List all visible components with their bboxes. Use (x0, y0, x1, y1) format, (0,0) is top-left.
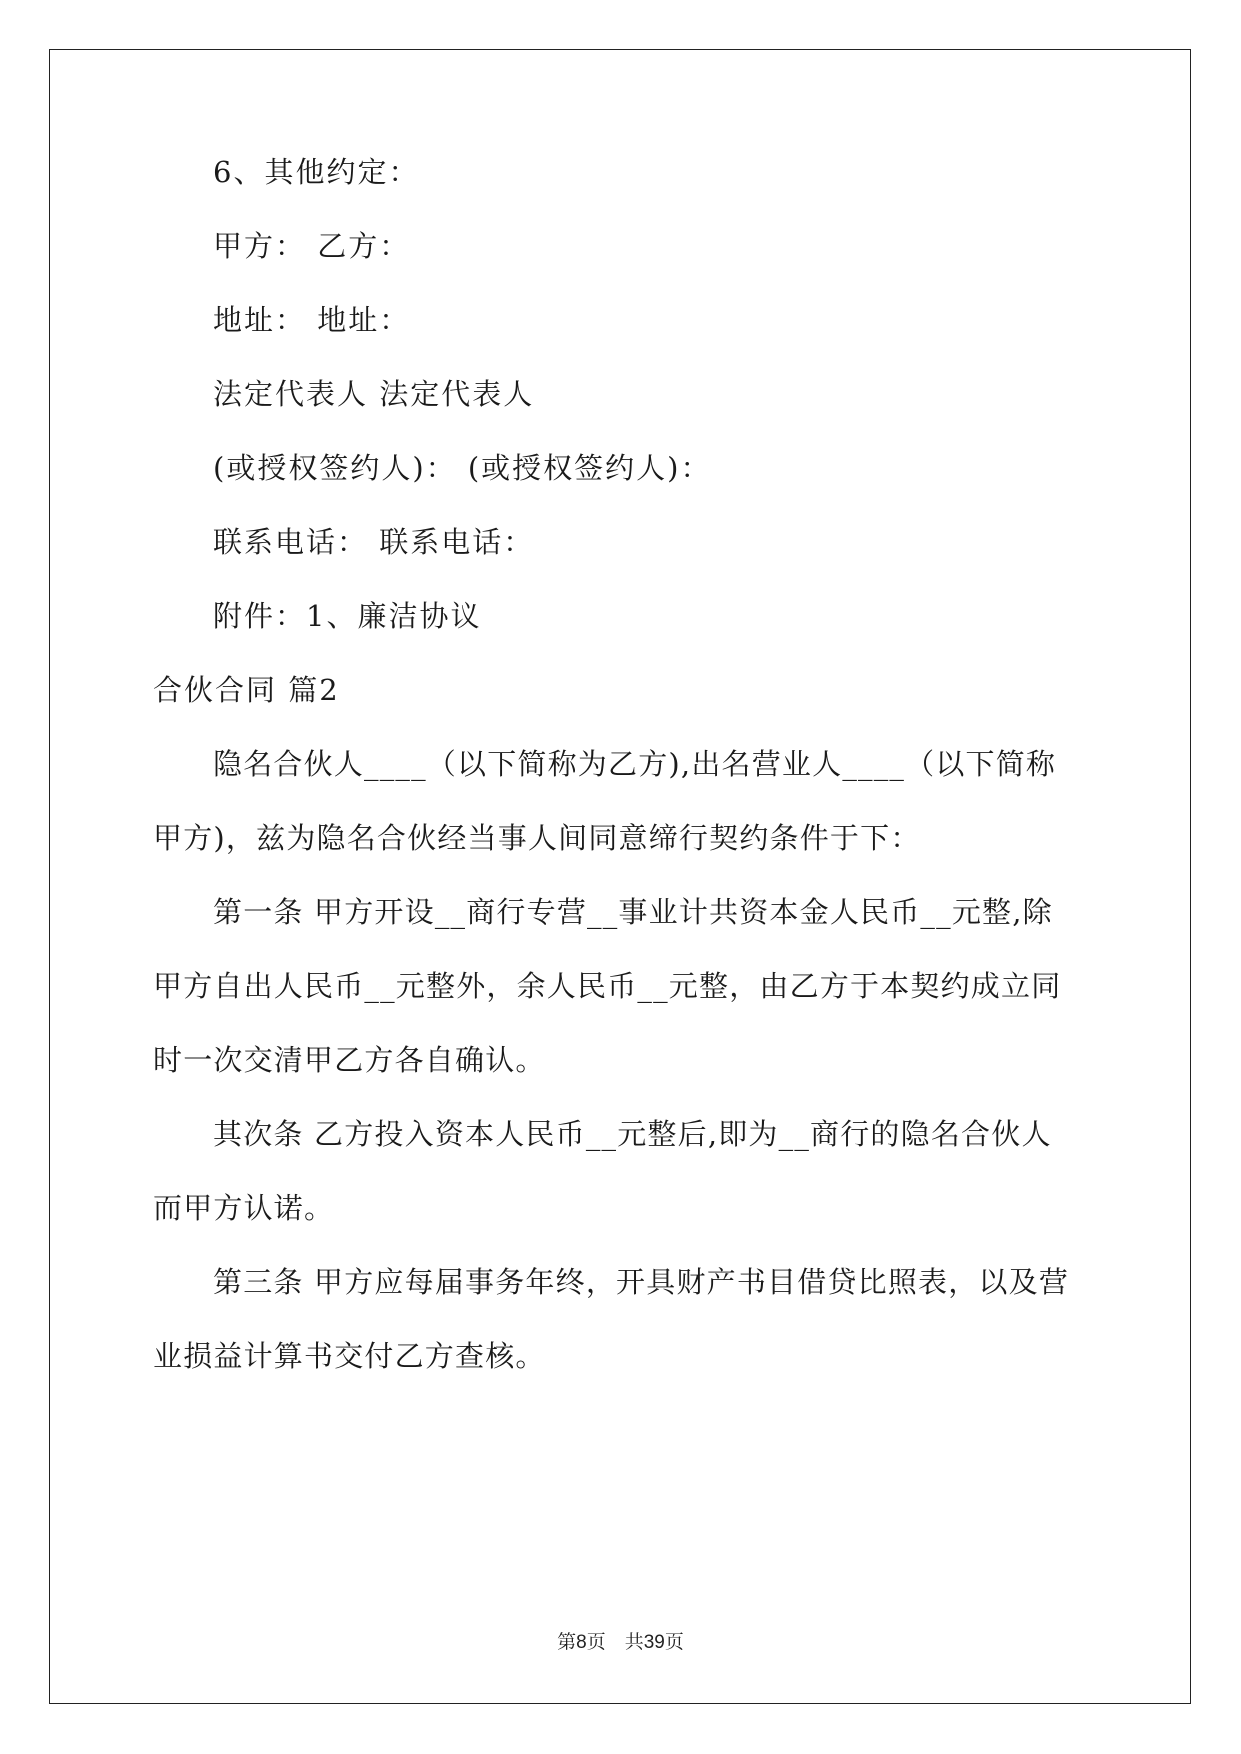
paragraph-line: 其次条 乙方投入资本人民币__元整后,即为__商行的隐名合伙人 (213, 1117, 1052, 1151)
paragraph-line: (或授权签约人)： (或授权签约人)： (213, 451, 712, 485)
paragraph-line: 第三条 甲方应每届事务年终，开具财产书目借贷比照表，以及营 (213, 1265, 1070, 1299)
paragraph-line: 第一条 甲方开设__商行专营__事业计共资本金人民币__元整,除 (213, 895, 1053, 929)
page-number: 8 (576, 1632, 587, 1653)
paragraph-line: 时一次交清甲乙方各自确认。 (153, 1043, 546, 1077)
paragraph-line: 甲方自出人民币__元整外，余人民币__元整，由乙方于本契约成立同 (153, 969, 1062, 1003)
paragraph-line: 甲方)，兹为隐名合伙经当事人间同意缔行契约条件于下： (153, 821, 921, 855)
page-suffix: 页 (664, 1632, 684, 1653)
paragraph-line: 6、其他约定： (213, 155, 420, 189)
page-footer (0, 1627, 1241, 1654)
section-heading: 合伙合同 篇2 (153, 673, 340, 707)
paragraph-line: 法定代表人 法定代表人 (213, 377, 535, 411)
page-prefix: 第 (557, 1632, 577, 1653)
paragraph-line: 业损益计算书交付乙方查核。 (153, 1339, 546, 1373)
paragraph-line: 甲方： 乙方： (213, 229, 411, 263)
paragraph-line: 而甲方认诺。 (153, 1191, 335, 1225)
paragraph-line: 联系电话： 联系电话： (213, 525, 535, 559)
paragraph-line: 附件：1、廉洁协议 (213, 599, 482, 633)
paragraph-line: 地址： 地址： (213, 303, 411, 337)
total-pages: 39 (643, 1632, 665, 1653)
paragraph-line: 隐名合伙人____（以下简称为乙方),出名营业人____（以下简称 (213, 747, 1057, 781)
page-mid: 页 共 (586, 1632, 644, 1653)
